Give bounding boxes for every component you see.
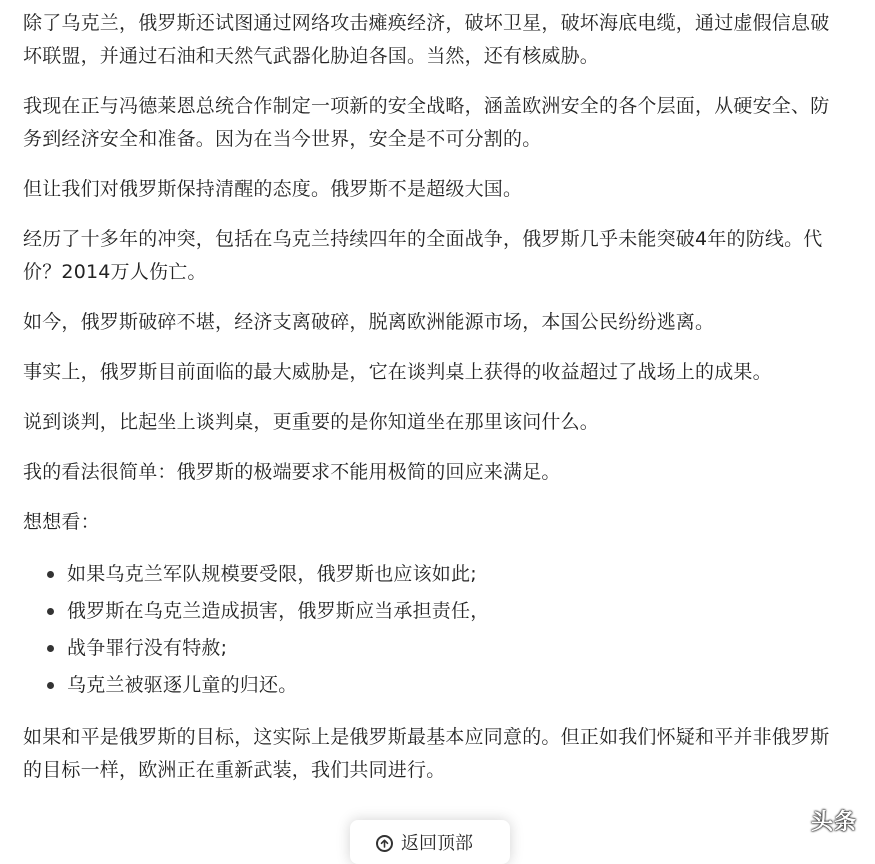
- list-item: [43, 630, 845, 667]
- article-paragraph: 想想看：: [23, 511, 100, 533]
- back-to-top-button[interactable]: [350, 820, 510, 864]
- list-item-text: 乌克兰被驱逐儿童的归还。: [67, 674, 298, 696]
- list-item: [43, 556, 845, 593]
- bullet-dot-icon: [47, 645, 54, 652]
- watermark-logo: 头条: [810, 810, 857, 835]
- closing-paragraph: 如果和平是俄罗斯的目标，这实际上是俄罗斯最基本应同意的。但正如我们怀疑和平并非俄罗斯的目标一样，欧洲正在重新武装，我们共同进行。: [23, 726, 830, 781]
- article-paragraph: 如今，俄罗斯破碎不堪，经济支离破碎，脱离欧洲能源市场，本国公民纷纷逃离。: [23, 311, 715, 333]
- list-item: [43, 667, 845, 704]
- bullet-list: [23, 556, 845, 704]
- article-paragraph: 事实上，俄罗斯目前面临的最大威胁是，它在谈判桌上获得的收益超过了战场上的成果。: [23, 361, 772, 383]
- bullet-dot-icon: [47, 608, 54, 615]
- list-item: [43, 593, 845, 630]
- article-paragraph: 经历了十多年的冲突，包括在乌克兰持续四年的全面战争，俄罗斯几乎未能突破4年的防线。代价？2014万人伤亡。: [23, 228, 823, 283]
- article-paragraph: 我的看法很简单：俄罗斯的极端要求不能用极简的回应来满足。: [23, 461, 561, 483]
- article-paragraph: 说到谈判，比起坐上谈判桌，更重要的是你知道坐在那里该问什么。: [23, 411, 600, 433]
- article-paragraph: 但让我们对俄罗斯保持清醒的态度。俄罗斯不是超级大国。: [23, 178, 523, 200]
- back-to-top-label: 返回顶部: [401, 833, 473, 854]
- article-paragraph: 我现在正与冯德莱恩总统合作制定一项新的安全战略，涵盖欧洲安全的各个层面，从硬安全、防务到经济安全和准备。因为在当今世界，安全是不可分割的。: [23, 95, 830, 150]
- article-paragraph: 除了乌克兰，俄罗斯还试图通过网络攻击瘫痪经济，破坏卫星，破坏海底电缆，通过虚假信息破坏联盟，并通过石油和天然气武器化胁迫各国。当然，还有核威胁。: [23, 12, 830, 67]
- list-item-text: 如果乌克兰军队规模要受限，俄罗斯也应该如此;: [67, 563, 477, 585]
- bullet-dot-icon: [47, 571, 54, 578]
- arrow-up-circle-icon: [376, 835, 393, 852]
- arrow-up-icon: [380, 839, 389, 848]
- list-item-text: 俄罗斯在乌克兰造成损害，俄罗斯应当承担责任，: [67, 600, 490, 622]
- bullet-dot-icon: [47, 682, 54, 689]
- list-item-text: 战争罪行没有特赦;: [67, 637, 228, 659]
